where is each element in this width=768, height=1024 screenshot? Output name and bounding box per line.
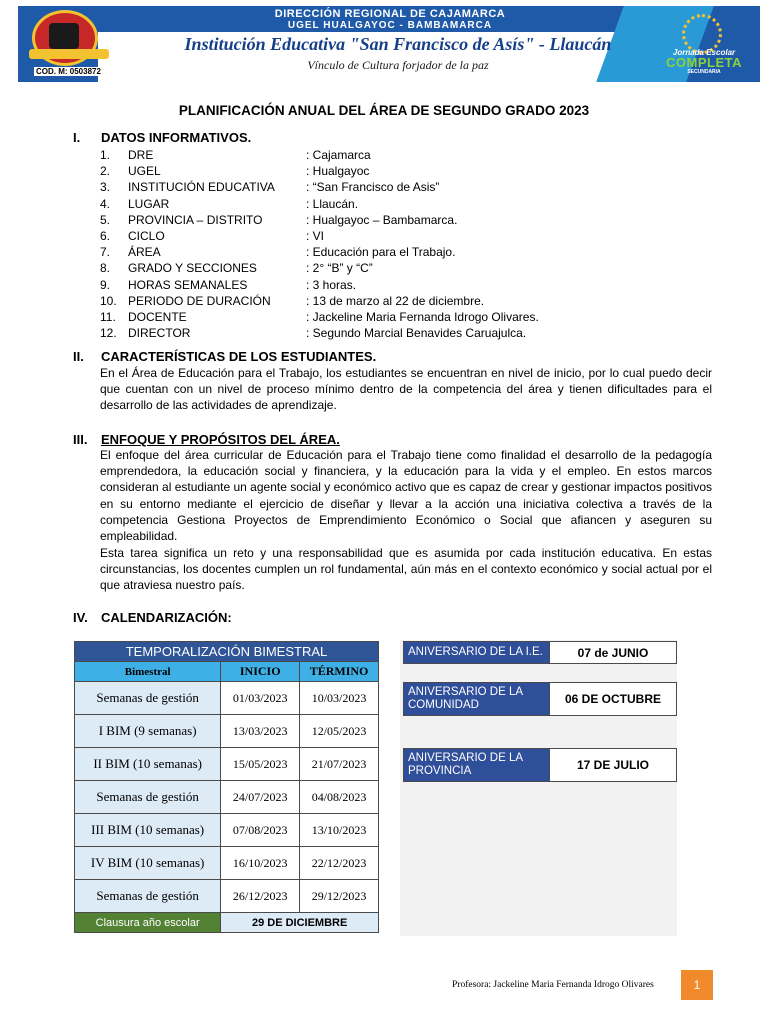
- anniversary-ie: [403, 641, 677, 664]
- end-date: 12/05/2023: [300, 715, 379, 748]
- info-key: DRE: [128, 148, 154, 162]
- info-key: HORAS SEMANALES: [128, 277, 248, 292]
- period-label: Semanas de gestión: [75, 682, 221, 715]
- info-key: PROVINCIA – DISTRITO: [128, 212, 263, 227]
- info-key: LUGAR: [128, 196, 170, 211]
- info-number: 7.: [100, 245, 111, 260]
- header-banner: [18, 6, 760, 82]
- closing-date: 29 DE DICIEMBRE: [221, 913, 379, 933]
- info-number: 2.: [100, 164, 111, 179]
- info-key: DOCENTE: [128, 310, 187, 324]
- calendar-row: [75, 748, 379, 781]
- info-number: 1.: [100, 148, 111, 162]
- header-line2: UGEL HUALGAYOC - BAMBAMARCA: [287, 20, 493, 31]
- start-date: 01/03/2023: [221, 682, 300, 715]
- section-4-heading: [73, 610, 232, 625]
- col-header-inicio: INICIO: [221, 662, 300, 682]
- section-title: CALENDARIZACIÓN:: [101, 610, 232, 625]
- info-value: : 13 de marzo al 22 de diciembre.: [306, 293, 485, 308]
- info-number: 12.: [100, 326, 117, 341]
- end-date: 29/12/2023: [300, 880, 379, 913]
- school-crest-icon: [32, 10, 98, 66]
- section-number: IV.: [73, 610, 88, 625]
- section-3-heading: [73, 432, 340, 447]
- anniversary-date: 17 DE JULIO: [549, 749, 676, 781]
- end-date: 13/10/2023: [300, 814, 379, 847]
- period-label: Semanas de gestión: [75, 781, 221, 814]
- institution-motto: Vínculo de Cultura forjador de la paz: [307, 58, 489, 72]
- info-number: 5.: [100, 212, 111, 227]
- info-key: UGEL: [128, 164, 161, 179]
- anniversary-date: 06 DE OCTUBRE: [549, 683, 676, 715]
- calendar-row: [75, 781, 379, 814]
- info-value: : 2° “B” y “C”: [306, 261, 373, 276]
- info-value: : “San Francisco de Asis”: [306, 180, 440, 195]
- info-key: PERIODO DE DURACIÓN: [128, 293, 271, 308]
- end-date: 22/12/2023: [300, 847, 379, 880]
- info-value: : 3 horas.: [306, 277, 357, 292]
- cod-mod: COD. M: 0503872: [36, 67, 101, 76]
- institution-name: Institución Educativa "San Francisco de Asís" - Llaucán: [184, 34, 612, 54]
- badge-line1: Jornada Escolar: [672, 48, 736, 57]
- section-number: II.: [73, 349, 84, 364]
- calendar-table: [74, 641, 379, 933]
- period-label: IV BIM (10 semanas): [75, 847, 221, 880]
- anniversary-community: [403, 682, 677, 716]
- info-value: : Hualgayoc – Bambamarca.: [306, 212, 458, 227]
- page-number: 1: [681, 970, 713, 1000]
- document-title: PLANIFICACIÓN ANUAL DEL ÁREA DE SEGUNDO GRADO 2023: [178, 103, 590, 118]
- info-key: GRADO Y SECCIONES: [128, 261, 257, 276]
- start-date: 13/03/2023: [221, 715, 300, 748]
- section-title: CARACTERÍSTICAS DE LOS ESTUDIANTES.: [101, 349, 377, 364]
- section-number: III.: [73, 432, 88, 447]
- characteristics-paragraph: En el Área de Educación para el Trabajo, los estudiantes se encuentran en nivel de inicio, por lo cual puedo decir que cuentan con un nivel de proceso mínimo dentro de la competencia del área y tienen dificultades para el desarrollo de las actividades de aprendizaje.: [100, 366, 712, 413]
- end-date: 04/08/2023: [300, 781, 379, 814]
- info-value: : Segundo Marcial Benavides Caruajulca.: [306, 326, 527, 341]
- info-number: 11.: [100, 310, 116, 324]
- start-date: 16/10/2023: [221, 847, 300, 880]
- section-1-heading: [73, 130, 251, 145]
- anniversary-province: [403, 748, 677, 782]
- start-date: 07/08/2023: [221, 814, 300, 847]
- end-date: 10/03/2023: [300, 682, 379, 715]
- info-number: 9.: [100, 277, 111, 292]
- anniversary-label: ANIVERSARIO DE LA PROVINCIA: [404, 749, 549, 781]
- closing-label: Clausura año escolar: [75, 913, 221, 933]
- info-key: CICLO: [128, 229, 165, 243]
- calendar-title: TEMPORALIZACIÓN BIMESTRAL: [75, 642, 379, 662]
- info-number: 4.: [100, 196, 111, 211]
- period-label: I BIM (9 semanas): [75, 715, 221, 748]
- period-label: II BIM (10 semanas): [75, 748, 221, 781]
- jec-badge: [656, 14, 752, 76]
- approach-paragraph-2: Esta tarea significa un reto y una responsabilidad que es asumida por cada institución educativa. En estas circunstancias, los docentes cumplen un rol fundamental, aún más en el contexto económico y social actual por el que atraviesa nuestro país.: [100, 546, 712, 593]
- info-value: : Llaucán.: [306, 196, 359, 211]
- anniversary-label: ANIVERSARIO DE LA COMUNIDAD: [404, 683, 549, 715]
- col-header-termino: TÉRMINO: [300, 662, 379, 682]
- anniversary-label: ANIVERSARIO DE LA I.E.: [404, 642, 549, 663]
- calendar-row: [75, 847, 379, 880]
- info-value: : VI: [306, 229, 325, 243]
- section-title: ENFOQUE Y PROPÓSITOS DEL ÁREA.: [101, 432, 340, 447]
- calendar-row: [75, 682, 379, 715]
- start-date: 15/05/2023: [221, 748, 300, 781]
- crest-shield: [49, 23, 79, 49]
- section-number: I.: [73, 130, 81, 145]
- end-date: 21/07/2023: [300, 748, 379, 781]
- calendar-row: [75, 880, 379, 913]
- info-value: : Cajamarca: [306, 148, 371, 162]
- info-key: ÁREA: [128, 245, 161, 260]
- calendar-row: [75, 814, 379, 847]
- col-header-bimestral: Bimestral: [75, 662, 221, 682]
- crest-band: [29, 49, 109, 59]
- section-title: DATOS INFORMATIVOS.: [101, 130, 252, 145]
- section-2-heading: [73, 349, 376, 364]
- period-label: III BIM (10 semanas): [75, 814, 221, 847]
- info-number: 10.: [100, 293, 117, 308]
- info-key: DIRECTOR: [128, 326, 191, 341]
- info-number: 3.: [100, 180, 111, 195]
- calendar-row: [75, 715, 379, 748]
- info-number: 8.: [100, 261, 111, 276]
- info-number: 6.: [100, 229, 111, 243]
- start-date: 24/07/2023: [221, 781, 300, 814]
- info-key: INSTITUCIÓN EDUCATIVA: [128, 180, 275, 195]
- start-date: 26/12/2023: [221, 880, 300, 913]
- period-label: Semanas de gestión: [75, 880, 221, 913]
- info-value: : Hualgayoc: [306, 164, 370, 179]
- header-line1: DIRECCIÓN REGIONAL DE CAJAMARCA: [274, 8, 506, 20]
- info-value: : Educación para el Trabajo.: [306, 245, 456, 260]
- badge-line3: SECUNDARIA: [687, 69, 721, 75]
- anniversary-date: 07 de JUNIO: [549, 642, 676, 663]
- footer-teacher: Profesora: Jackeline Maria Fernanda Idrogo Olivares: [452, 980, 654, 990]
- info-value: : Jackeline Maria Fernanda Idrogo Olivares.: [306, 310, 539, 324]
- approach-paragraph-1: El enfoque del área curricular de Educación para el Trabajo tiene como finalidad el desarrollo de la pedagogía emprendedora, la educación social y financiera, y la educación para la vida y el empleo. En estos marcos consideran al estudiante un agente social y económico activo que es capaz de crear y gestionar impactos positivos en su entorno mediante el ejercicio de diseñar y llevar a la acción una iniciativa colectiva a través de la competencia Gestiona Proyectos de Emprendimiento Económico o Social que afiancen y aseguren su empleabilidad.: [100, 448, 712, 544]
- badge-line2: COMPLETA: [666, 55, 742, 70]
